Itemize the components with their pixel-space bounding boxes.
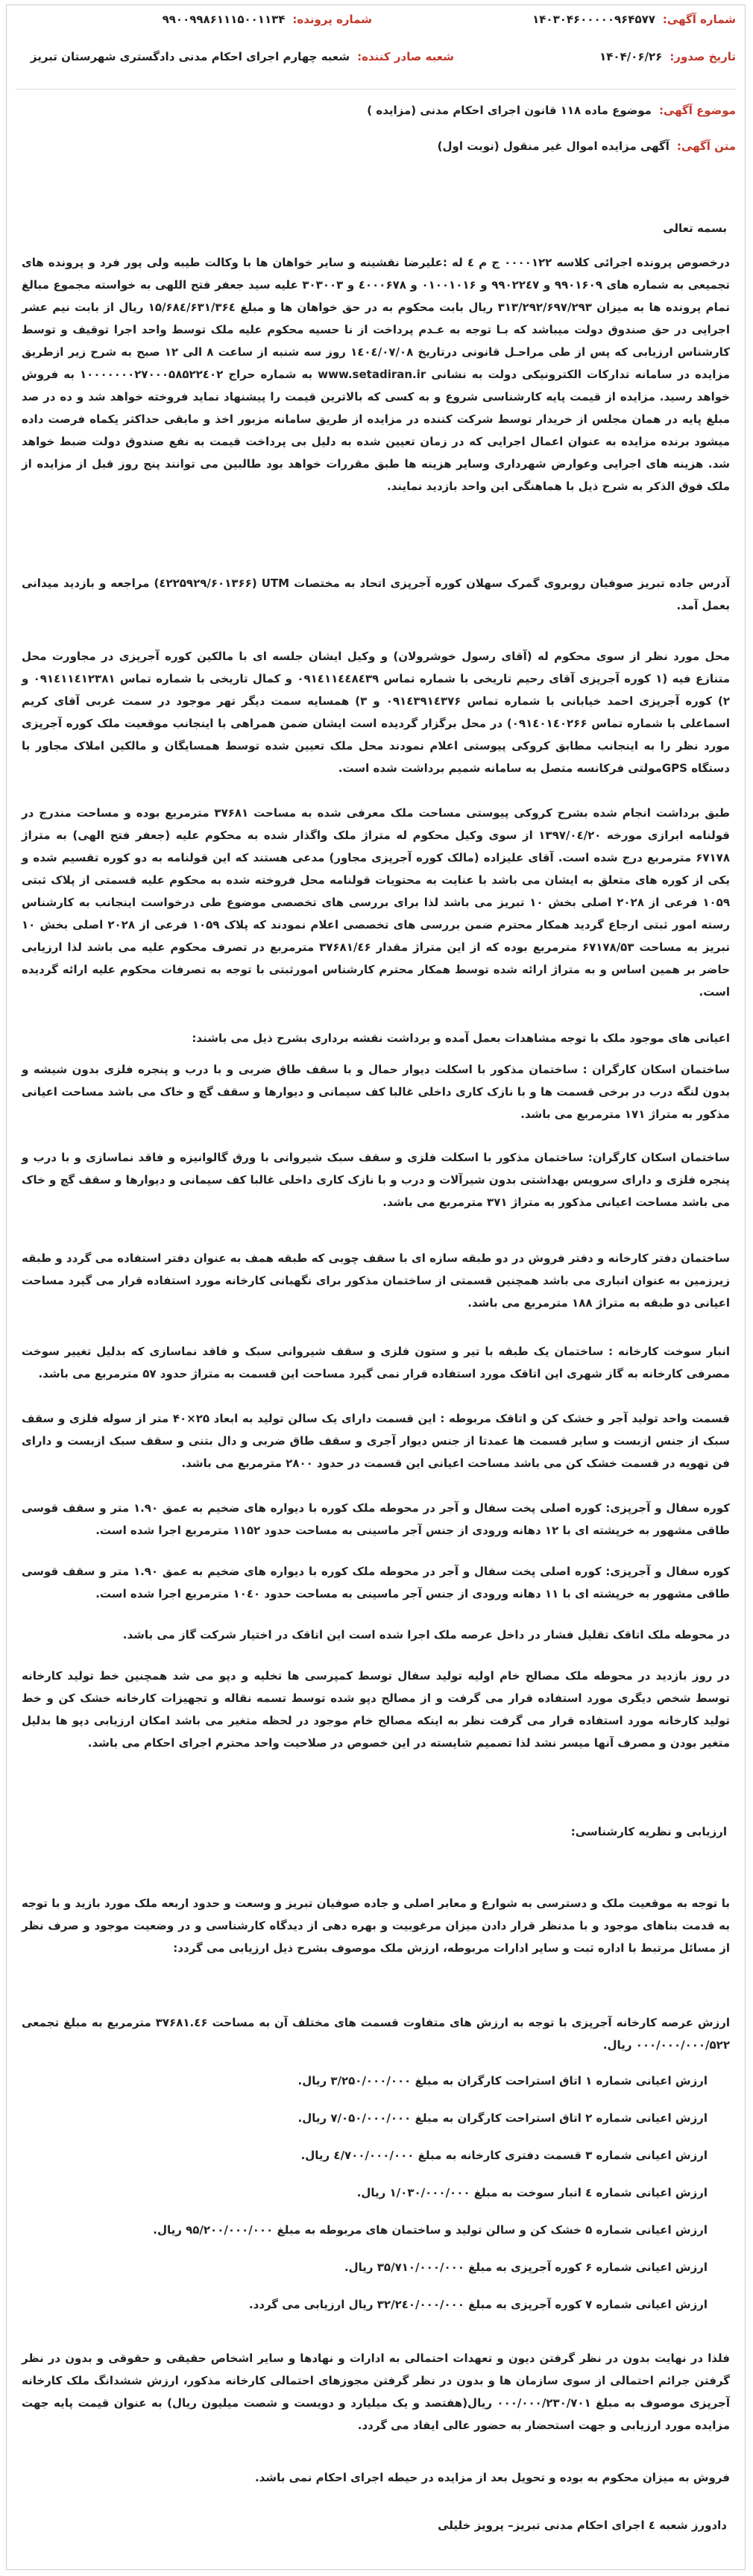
paragraph-buildings-intro: اعیانی های موجود ملک با توجه مشاهدات بعمل آمده و برداشت نقشه برداری بشرح ذیل می باشند: <box>192 1031 730 1045</box>
paragraph-case: درخصوص پرونده اجرائی کلاسه ۰۰۰۰۱۲۲ ج م ٤ له :علیرضا نقشینه و سایر خواهان ها با وکالت طیبه ولی پور فرد و پرونده های تجمیعی به شماره های ۹۹۰۱۶۰۹ و ۹۹۰۲۲٤۷ و ۰۱۰۰۱۰۱۶ و ٤۰۰۰۶۷۸ و ۳۰۳۰۰۳ علیه سید جعفر فتح اللهی به خواسته مجموع مبالغ تمام پرونده ها به میزان ۳۱۳/۲۹۲/۶۹۷/۲۹۳ ریال بابت محکوم به در حق خواهان ها و مبلغ ۱۵/۶۸٤/۶۳۱/۳۶٤ ریال از بابت نیم عشر اجرایی در حق صندوق دولت میباشد که بـا توجه به عـدم پرداخت از نا حسیه محکوم علیه ملک توسط واحد اجرا توقیف و توسط کارشناس ارزیابی که پس از طی مراحـل قانونی درتاریخ ۱٤۰٤/۰۷/۰۸ روز سه شنبه از ساعت ۸ الی ۱۲ صبح به شرح زیر ازطریق مزایده در سامانه تدارکات الکترونیکی دولت به نشانی www.setadiran.ir به شماره حراج ۱۰۰۰۰۰۰۰۲۷۰۰۰۵۸۵۲۲٤۰۲ به فروش خواهد رسید. مزایده از قیمت پایه کارشناسی شروع و به کسی که بالاترین قیمت را پیشنهاد نماید فروخته خواهد شد و ده در صد مبلغ پایه در همان مجلس از خریدار توسط شرکت کننده در مزایده از طریق سامانه مزبور اخذ و مابقی حداکثر یکماه فرصت داده میشود برنده مزایده به عنوان اعمال اجرایی که در زمان تعیین شده به دلیل بی پرداخت قیمت به نفع صندوق دولت ضبط خواهد شد. هزینه های اجرایی وعوارض شهرداری وسایر هزینه ها طبق مقررات خواهد بود طالبین می توانند پنج روز قبل از مزایده از ملک فوق الذکر به شرح ذیل با هماهنگی این واحد بازدید نمایند. <box>22 256 731 493</box>
paragraph-production: قسمت واحد تولید آجر و خشک کن و اتاقک مربوطه : این قسمت دارای یک سالن تولید به ابعاد ۲۵×۴۰ متر از سوله فلزی و سقف سبک از جنس ازبست و سایر قسمت ها عمدتا از جنس دیوار آجری و سقف طاق ضربی و دال بتنی و سقف سبک ازبست و دارای فن تهویه در قسمت خشک کن می باشد مساحت اعیانی این قسمت در حدود ۲۸۰۰ مترمربع می باشد. <box>22 1412 731 1470</box>
paragraph-kiln-1: کوره سفال و آجرپزی: کوره اصلی پخت سفال و آجر در محوطه ملک کوره با دیواره های ضخیم به عمق ۱.۹۰ متر و سقف قوسی طاقی مشهور به خرپشته ای با ۱۲ دهانه ورودی از جنس آجر ماسینی به مساحت حدود ۱۱۵۲ مترمربع اجرا شده است. <box>22 1501 730 1537</box>
paragraph-site-visit: محل مورد نظر از سوی محکوم له (آقای رسول خوشرولان) و وکیل ایشان جلسه ای با مالکین کوره آجرپزی در مجاورت محل متنازع فیه (۱ کوره آجرپزی آقای رحیم تاریخی با شماره تماس ۰۹۱٤۱۱٤٤۸٤۳۹ و کمال تاریخی با شماره تماس ۰۹۱٤۱۱٤۱۲۳۸۱ و ۲) کوره آجرپزی احمد خیابانی با شماره تماس ۰۹۱٤۳۹۱٤۳۷۶ و ۳) همسایه سمت دیگر تهر موجود در سمت غربی آقای کریم اسماعلی با شماره تماس ۰۹۱٤۰۱٤۰۲۶۶) در محل برگزار گردیده است ایشان ضمن همراهی با اینجانب موقعیت ملک کوره آجرپزی مورد نظر را به اینجانب مطابق کروکی پیوستی اعلام نمودند محل ملک تعیین شده توسط همسایگان و مالکین املاک مجاور با دستگاه GPSمولتی فرکانسه متصل به سامانه شمیم برداشت شده است. <box>22 650 730 775</box>
paragraph-delivery-note: فروش به میزان محکوم به بوده و تحویل بعد از مزایده در حیطه اجرای احکام نمی باشد. <box>254 2471 730 2484</box>
paragraph-building-2: ساختمان اسکان کارگران: ساختمان مذکور با اسکلت فلزی و سقف سبک شیروانی با ورق گالوانیزه و فاقد نماسازی و با درب و پنجره فلزی و دارای سرویس بهداشتی بدون شیرآلات و درب و با نازک کاری داخلی غالبا کف سیمانی و دیوارها و سقف گچ و خاک می باشد مساحت اعیانی مذکور به متراژ ۳۷۱ مترمربع می باشد. <box>22 1151 730 1209</box>
list-item: ارزش اعیانی شماره ۱ اتاق استراحت کارگران به مبلغ ۳/۲۵۰/۰۰۰/۰۰۰ ریال. <box>297 2074 708 2087</box>
paragraph-land-value: ارزش عرصه کارخانه آجرپزی با توجه به ارزش های متفاوت قسمت های مختلف آن به مساحت ۳۷۶۸۱.٤۶ مترمربع به مبلغ تجمعی ۰۰۰/۰۰۰/۰۰۰/۵۲۲ ریال. <box>22 2016 731 2052</box>
subject-row <box>16 102 736 119</box>
subject: موضوع ماده ۱۱۸ قانون اجرای احکام مدنی (مزایده ) <box>367 104 652 117</box>
text-label: متن آگهی: <box>676 139 736 153</box>
paragraph-fuel-store: انبار سوخت کارخانه : ساختمان یک طبقه با تیر و ستون فلزی و سقف شیروانی سبک و فاقد نماسازی که بدلیل تغییر سوخت مصرفی کارخانه به گاز شهری این اتاقک مورد استفاده قرار نمی گیرد مساحت این قسمت به متراژ حدود ۵۷ مترمربع می باشد. <box>22 1345 730 1380</box>
list-item: ارزش اعیانی شماره ۲ اتاق استراحت کارگران به مبلغ ۷/۰۵۰/۰۰۰/۰۰۰ ریال. <box>297 2111 708 2125</box>
subject-label: موضوع آگهی: <box>658 104 736 117</box>
ad-number-label: شماره آگهی: <box>662 13 736 26</box>
paragraph-address: آدرس جاده تبریز صوفیان روبروی گمرک سهلان کوره آجرپزی اتحاد به مختصات UTM (۶۰۱۳۶۶/٤۲۲۵۹۲۹) مراجعه و بازدید میدانی بعمل آمد. <box>22 577 731 612</box>
valuation-list <box>51 2062 708 2323</box>
paragraph-building-1: ساختمان اسکان کارگران : ساختمان مذکور با اسکلت دیوار حمال و با سقف طاق ضربی و با درب و پنجره فلزی بدون شیشه و بدون لنگه درب در برخی قسمت ها و با نازک کاری داخلی غالبا کف سیمانی و دیوارها و سقف گچ و خاک می باشد مساحت اعیانی مذکور به متراژ ۱۷۱ مترمربع می باشد. <box>22 1063 730 1121</box>
paragraph-gas-room: در محوطه ملک اتاقک تقلیل فشار در داخل عرصه ملک اجرا شده است این اتاقک در اختیار شرکت گاز می باشد. <box>122 1628 730 1642</box>
issue-date: ۱۴۰۴/۰۶/۲۶ <box>599 50 663 63</box>
file-number-label: شماره پرونده: <box>292 13 372 26</box>
paragraph-kiln-2: کوره سفال و آجرپزی: کوره اصلی پخت سفال و آجر در محوطه ملک کوره با دیواره های ضخیم به عمق ۱.۹۰ متر و سقف قوسی طاقی مشهور به خرپشته ای با ۱۱ دهانه ورودی از جنس آجر ماسینی به مساحت حدود ۱۰٤۰ مترمربع اجرا شده است. <box>22 1565 730 1600</box>
text-title-row <box>16 138 736 154</box>
paragraph-office: ساختمان دفتر کارخانه و دفتر فروش در دو طبقه سازه ای با سقف چوبی که طبقه همف به عنوان دفتر استفاده می گردد و طبقه زیرزمین به عنوان انباری می باشد همچنین قسمتی از ساختمان مذکور برای نگهبانی کارخانه مورد استفاده قرار می گیرد مساحت اعیانی دو طبقه به متراژ ۱۸۸ مترمربع می باشد. <box>22 1251 730 1310</box>
list-item: ارزش اعیانی شماره ۳ قسمت دفتری کارخانه به مبلغ ٤/۷۰۰/۰۰۰/۰۰۰ ریال. <box>300 2149 708 2162</box>
branch: شعبه چهارم اجرای احکام مدنی دادگستری شهرستان تبریز <box>30 50 350 63</box>
opening-line: بسمه تعالی <box>663 222 727 235</box>
signature: دادورز شعبه ٤ اجرای احکام مدنی تبریز– پرویز خلیلی <box>438 2519 727 2532</box>
paragraph-survey: طبق برداشت انجام شده بشرح کروکی پیوستی مساحت ملک معرفی شده به مساحت ۳۷۶۸۱ مترمربع بوده و مساحت مندرج در قولنامه ابرازی مورخه ۱۳۹۷/۰٤/۲۰ از سوی وکیل محکوم له متراژ ملک واگذار شده به محکوم علیه (جعفر فتح الهی) به متراژ ۶۷۱۷۸ مترمربع درج شده است. آقای علیزاده (مالک کوره آجرپزی مجاور) مدعی هستند که این قولنامه به دو کوره تقسیم شده و یکی از کوره های متعلق به ایشان می باشد با عنایت به محتویات قولنامه محل فروخته شده به محکوم علیه قسمتی از پلاک ثبتی ۱۰۵۹ فرعی از ۲۰۲۸ اصلی بخش ۱۰ تبریز می باشد لذا برای بررسی های تخصصی موضوع طی درخواست اینجانب به کارشناس رسته امور ثبتی ارجاع گردید همکار محترم ضمن بررسی های تخصصی اعلام نمودند که پلاک ۱۰۵۹ فرعی از ۲۰۲۸ اصلی بخش ۱۰ تبریز به مساحت ۶۷۱۷۸/۵۳ مترمربع بوده که از این متراژ مقدار ۳۷۶۸۱/٤۶ مترمربع در تصرف محکوم علیه می باشد لذا ارزیابی حاضر بر همین اساس و به متراژ ارائه شده توسط همکار محترم کارشناس امورثبتی با توجه به تصرفات محکوم علیه ارائه گردیده است. <box>22 806 731 999</box>
paragraph-final-value: فلذا در نهایت بدون در نظر گرفتن دیون و تعهدات احتمالی به ادارات و نهادها و سایر اشخاص حقیقی و حقوقی و بدون در نظر گرفتن جرائم احتمالی از سوی سازمان ها و بدون در نظر گرفتن مجوزهای احتمالی کارخانه مذکور، ارزش ششدانگ ملک کارخانه آجرپزی موصوف به مبلغ ۰۰۰/۰۰۰/۲۳۰/۷۰۱ ریال(هفتصد و یک میلیارد و دویست و شصت میلیون ریال) به عنوان قیمت پایه جهت مزایده مورد ارزیابی و جهت استحضار به حضور عالی ایفاد می گردد. <box>22 2352 730 2432</box>
valuation-heading: ارزیابی و نظریه کارشناسی: <box>570 1825 727 1838</box>
issue-date-label: تاریخ صدور: <box>669 50 736 63</box>
branch-label: شعبه صادر کننده: <box>357 50 454 63</box>
list-item: ارزش اعیانی شماره ٤ انبار سوخت به مبلغ ۱/۰۳۰/۰۰۰/۰۰۰ ریال. <box>356 2186 708 2199</box>
list-item: ارزش اعیانی شماره ۷ کوره آجرپزی به مبلغ ۳۲/۲٤۰/۰۰۰/۰۰۰ ریال ارزیابی می گردد. <box>248 2298 708 2311</box>
paragraph-materials: در روز بازدید در محوطه ملک مصالح خام اولیه تولید سفال توسط کمپرسی ها تخلیه و دپو می شد همچنین خط تولید کارخانه توسط شخص دیگری مورد استفاده قرار می گرفت و از مصالح دپو شده توسط تسمه نقاله و تجهیزات کارخانه خشک کن و خط تولید کارخانه مورد استفاده قرار می گرفت نظر به اینکه مصالح خام موجود در لحظه متغیر می باشد امکان ارزیابی دپو ها بدلیل متغیر بودن و مصرف آنها میسر نشد لذا تصمیم شایسته در این خصوص در صلاحیت واحد محترم اجرای احکام می باشد. <box>22 1669 730 1750</box>
list-item: ارزش اعیانی شماره ۵ خشک کن و سالن تولید و ساختمان های مربوطه به مبلغ ۹۵/۲۰۰/۰۰۰/۰۰۰ ریال. <box>153 2223 708 2237</box>
ad-number: ۱۴۰۳۰۴۶۰۰۰۰۰۹۶۴۵۷۷ <box>532 13 655 26</box>
list-item: ارزش اعیانی شماره ۶ کوره آجرپزی به مبلغ ۳۵/۷۱۰/۰۰۰/۰۰۰ ریال. <box>344 2261 708 2274</box>
file-number: ۹۹۰۰۹۹۸۶۱۱۱۵۰۰۱۱۳۴ <box>162 13 286 26</box>
paragraph-valuation-basis: با توجه به موقعیت ملک و دسترسی به شوارع و معابر اصلی و جاده صوفیان تبریز و وسعت و حدود اربعه ملک مورد بازید و با توجه به قدمت بناهای موجود و با مدنظر قرار دادن میزان مرغوبیت و بهره دهی از دیدگاه کارشناسی و در وضعیت موجود و صرف نظر از مسائل مرتبط با اداره ثبت و سایر ادارات مربوطه، ارزش ملک موصوف بشرح ذیل ارزیابی می گردد: <box>22 1897 730 1955</box>
file-number-row <box>16 11 372 28</box>
branch-row <box>16 48 454 65</box>
notice-page <box>6 4 746 2570</box>
text-title: آگهی مزایده اموال غیر منقول (نوبت اول) <box>437 139 669 153</box>
